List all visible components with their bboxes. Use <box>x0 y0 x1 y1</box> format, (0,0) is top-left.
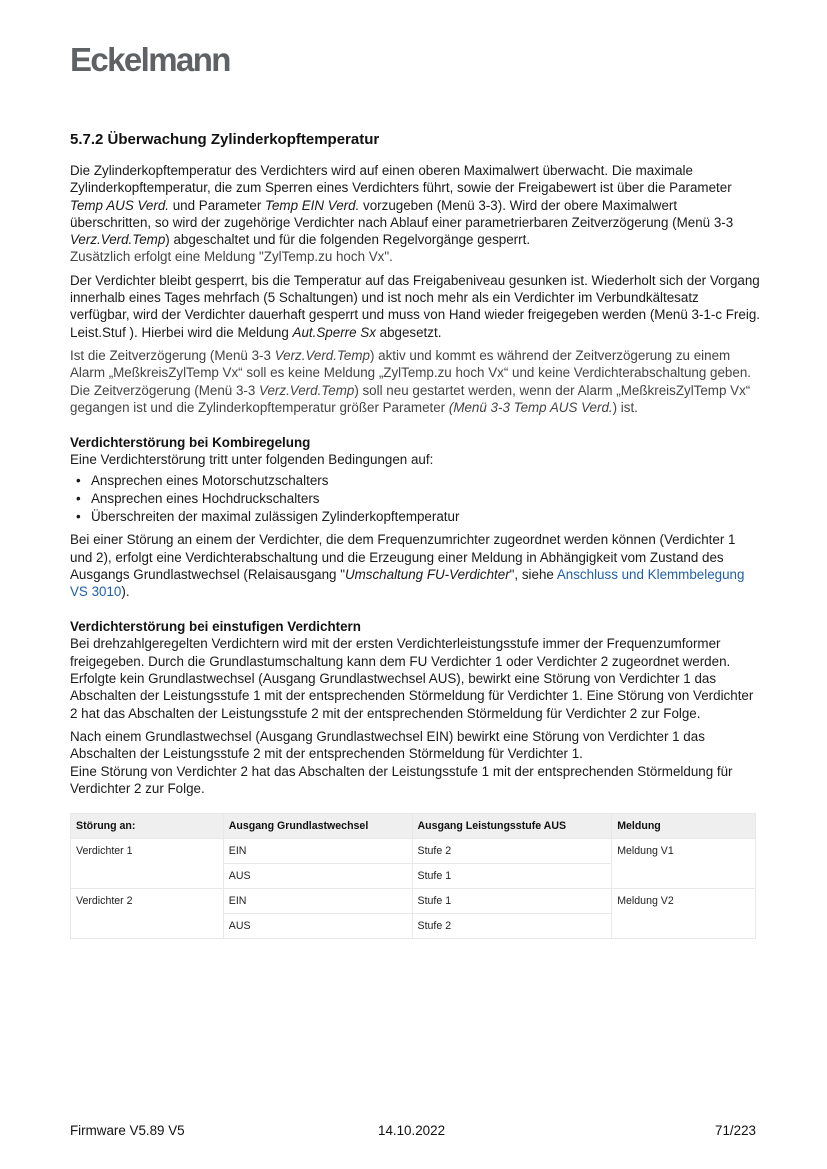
col-header-meldung: Meldung <box>612 814 756 839</box>
cell-grundlast: AUS <box>223 914 412 939</box>
param-temp-ein: Temp EIN Verd. <box>265 197 360 213</box>
paragraph-overview: Die Zylinderkopftemperatur des Verdichters wird auf einen oberen Maximalwert überwacht. Die maximale Zylinderkopftemperatur, die zum Sperren eines Verdichters führt, sowie der Freigabewert ist über die Parameter Temp AUS Verd. und Parameter Temp EIN Verd. vorzugeben (Menü 3-3). Wird der obere Maximalwert überschritten, so wird der zugehörige Verdichter nach Ablauf einer parametrierbaren Zeitverzögerung (Menü 3-3 Verz.Verd.Temp) abgeschaltet und für die folgenden Regelvorgänge gesperrt. Zusätzlich erfolgt eine Meldung "ZylTemp.zu hoch Vx". <box>70 163 734 265</box>
eckelmann-logo: Eckelmann <box>70 41 230 78</box>
list-item: • Ansprechen eines Hochdruckschalters <box>76 491 320 507</box>
table-header-row <box>71 814 756 839</box>
cell-stufe: Stufe 2 <box>412 839 612 864</box>
cell-stufe: Stufe 1 <box>412 889 612 914</box>
footer-date: 14.10.2022 <box>378 1123 446 1138</box>
col-header-grundlast: Ausgang Grundlastwechsel <box>223 814 412 839</box>
message-note: Zusätzlich erfolgt eine Meldung "ZylTemp.zu hoch Vx". <box>70 249 393 265</box>
condition-list <box>70 472 760 525</box>
col-header-stoerung: Störung an: <box>71 814 224 839</box>
cell-meldung: Meldung V2 <box>612 889 756 939</box>
cell-grundlast: EIN <box>223 889 412 914</box>
param-verz-verd-temp: Verz.Verd.Temp <box>70 232 166 248</box>
cell-meldung: Meldung V1 <box>612 839 756 889</box>
paragraph-einstufig-1: Bei drehzahlgeregelten Verdichtern wird mit der ersten Verdichterleistungsstufe immer der Frequenzumformer freigegeben. Durch die Grundlastumschaltung kann dem FU Verdichter 1 oder Verdichter 2 zugeordnet werden. Erfolgte kein Grundlastwechsel (Ausgang Grundlastwechsel AUS), bewirkt eine Störung von Verdichter 1 das Abschalten der Leistungsstufe 1 mit der entsprechenden Störmeldung für Verdichter 1. Eine Störung von Verdichter 2 hat das Abschalten der Leistungsstufe 2 mit der entsprechenden Störmeldung für Verdichter 2 zur Folge. <box>70 636 754 721</box>
paragraph-einstufig-2b: Eine Störung von Verdichter 2 hat das Abschalten der Leistungsstufe 1 mit der entsprechenden Störmeldung für Verdichter 2 zur Folge. <box>70 763 733 796</box>
bullet-icon: • <box>76 491 81 507</box>
cell-stoerung: Verdichter 1 <box>71 839 224 889</box>
message-aut-sperre: Aut.Sperre Sx <box>292 324 376 340</box>
bullet-icon: • <box>76 508 81 524</box>
col-header-leistungsstufe: Ausgang Leistungsstufe AUS <box>412 814 612 839</box>
fault-table <box>70 813 756 939</box>
heading-kombiregelung: Verdichterstörung bei Kombiregelung <box>70 435 311 451</box>
paragraph-kombi-fault: Bei einer Störung an einem der Verdichter, die dem Frequenzumrichter zugeordnet werden können (Verdichter 1 und 2), erfolgt eine Verdichterabschaltung und die Erzeugung einer Meldung in Abhängigkeit vom Zustand des Ausgangs Grundlastwechsel (Relaisausgang "Umschaltung FU-Verdichter", siehe Anschluss und Klemmbelegung VS 3010). <box>70 532 745 600</box>
cell-stoerung: Verdichter 2 <box>71 889 224 939</box>
cell-grundlast: AUS <box>223 864 412 889</box>
bullet-icon: • <box>76 473 81 489</box>
cell-grundlast: EIN <box>223 839 412 864</box>
table-row <box>71 889 756 914</box>
link-anschluss-klemmbelegung[interactable]: Anschluss und Klemmbelegung VS 3010 <box>70 566 745 600</box>
section-title: 5.7.2 Überwachung Zylinderkopftemperatur <box>70 131 380 148</box>
page-content <box>70 130 760 797</box>
kombi-intro: Eine Verdichterstörung tritt unter folgenden Bedingungen auf: <box>70 452 434 468</box>
cell-stufe: Stufe 1 <box>412 864 612 889</box>
table-row <box>71 839 756 864</box>
paragraph-delay: Ist die Zeitverzögerung (Menü 3-3 Verz.Verd.Temp) aktiv und kommt es während der Zeitverzögerung zu einem Alarm „MeßkreisZylTemp Vx“ soll es keine Meldung „ZylTemp.zu hoch Vx“ und keine Verdichterabschaltung geben. Die Zeitverzögerung (Menü 3-3 Verz.Verd.Temp) soll neu gestartet werden, wenn der Alarm „MeßkreisZylTemp Vx“ gegangen ist und die Zylinderkopftemperatur größer Parameter (Menü 3-3 Temp AUS Verd.) ist. <box>70 347 751 415</box>
cell-stufe: Stufe 2 <box>412 914 612 939</box>
param-temp-aus: Temp AUS Verd. <box>70 197 169 213</box>
footer-page-number: 71/223 <box>715 1123 756 1138</box>
paragraph-lockout: Der Verdichter bleibt gesperrt, bis die Temperatur auf das Freigabeniveau gesunken ist. Wiederholt sich der Vorgang innerhalb eines Tages mehrfach (5 Schaltungen) und ist noch mehr als ein Verdichter im Verbundkältesatz verfügbar, wird der Verdichter dauerhaft gesperrt und muss von Hand wieder freigegeben werden (Menü 3-1-c Freig. Leist.Stuf ). Hierbei wird die Meldung Aut.Sperre Sx abgesetzt. <box>70 272 760 340</box>
list-item: • Ansprechen eines Motorschutzschalters <box>76 473 329 489</box>
footer-firmware-version: Firmware V5.89 V5 <box>70 1123 185 1138</box>
list-item: • Überschreiten der maximal zulässigen Zylinderkopftemperatur <box>76 508 460 524</box>
heading-einstufig: Verdichterstörung bei einstufigen Verdichtern <box>70 619 361 635</box>
paragraph-einstufig-2a: Nach einem Grundlastwechsel (Ausgang Grundlastwechsel EIN) bewirkt eine Störung von Verdichter 1 das Abschalten der Leistungsstufe 2 mit der entsprechenden Störmeldung für Verdichter 1. <box>70 728 705 762</box>
page-footer <box>70 1123 756 1141</box>
